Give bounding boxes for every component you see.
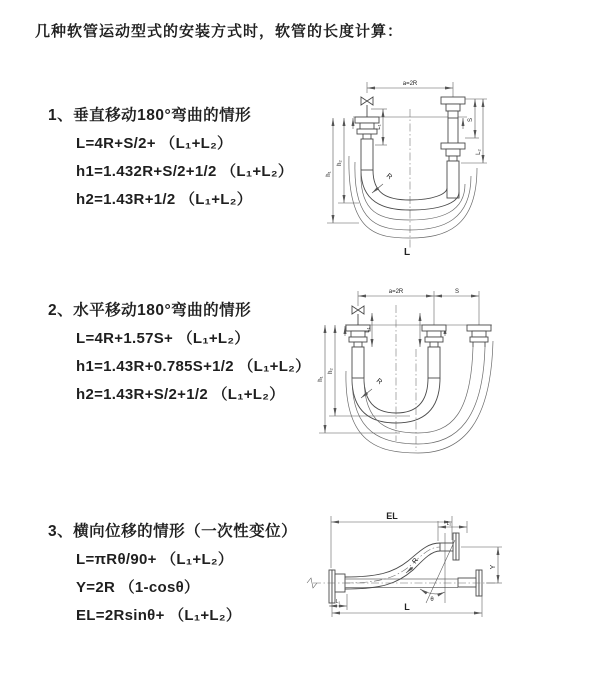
dim-label-L2: L₂ [476, 149, 482, 155]
section-2-heading: 2、水平移动180°弯曲的情形 [48, 302, 252, 319]
section-1-heading: 1、垂直移动180°弯曲的情形 [48, 107, 252, 124]
dim-label-R: R [411, 557, 421, 566]
dim-label-L1: L₁ [365, 327, 371, 333]
dim-L [332, 596, 482, 617]
dim-EL [331, 511, 452, 568]
upper-flange [440, 533, 459, 560]
diagram-lateral-displacement [305, 500, 600, 650]
dim-label-L2: L₂ [446, 521, 452, 527]
section-1-formula-h2: h2=1.43R+1/2 （L₁+L₂） [76, 191, 253, 208]
section-3-formula-L: L=πRθ/90+ （L₁+L₂） [76, 551, 234, 568]
section-3-formula-Y: Y=2R （1-cosθ） [76, 579, 200, 596]
page-title: 几种软管运动型式的安装方式时，软管的长度计算： [35, 23, 404, 40]
dim-label-a2r: a=2R [402, 81, 418, 87]
section-2-formula-h1: h1=1.43R+0.785S+1/2 （L₁+L₂） [76, 358, 311, 375]
valve-icon [361, 97, 373, 117]
section-3-heading: 3、横向位移的情形（一次性变位） [48, 523, 298, 540]
section-2-formula-L: L=4R+1.57S+ （L₁+L₂） [76, 330, 250, 347]
dim-label-h2: h₂ [337, 160, 343, 166]
dim-label-theta: θ [430, 597, 434, 603]
dim-S-L2 [461, 99, 487, 163]
dim-label-h2: h₂ [328, 368, 334, 374]
dim-label-R: R [384, 172, 394, 182]
dim-label-L: L [404, 602, 410, 612]
hose-braid-left [361, 139, 373, 170]
hose-braid-left [352, 347, 364, 378]
dim-label-Y: Y [490, 564, 497, 570]
flange-fitting-right [467, 325, 491, 347]
hose-braid-right [447, 161, 459, 198]
dim-label-S: S [468, 117, 474, 123]
right-leg [441, 97, 465, 198]
hose-u-bends [346, 341, 493, 453]
diagram-horizontal-180-bend [312, 283, 600, 468]
dim-label-L1: L₁ [376, 124, 382, 130]
dim-label-L: L [403, 247, 411, 258]
s-curve-hose [345, 543, 440, 589]
dim-h1-h2 [326, 118, 359, 223]
dim-a2r [367, 81, 453, 97]
section-1-formula-L: L=4R+S/2+ （L₁+L₂） [76, 135, 233, 152]
dim-L2 [438, 521, 467, 541]
dim-label-R: R [374, 377, 384, 387]
section-3-formula-EL: EL=2Rsinθ+ （L₁+L₂） [76, 607, 242, 624]
section-2-formula-h2: h2=1.43R+S/2+1/2 （L₁+L₂） [76, 386, 285, 403]
diagram-vertical-180-bend [315, 66, 500, 261]
dim-label-h1: h₁ [318, 376, 324, 382]
dim-a2r-S [358, 289, 479, 325]
dim-label-a2r: a=2R [388, 289, 404, 295]
valve-icon [352, 306, 364, 325]
hose-braid-middle [428, 347, 440, 378]
section-1-formula-h1: h1=1.432R+S/2+1/2 （L₁+L₂） [76, 163, 294, 180]
dim-label-S: S [454, 289, 460, 295]
dim-label-h1: h₁ [326, 171, 332, 177]
dim-label-L1: L₁ [335, 599, 341, 605]
dim-label-EL: EL [386, 511, 398, 521]
flange-fitting-middle [422, 325, 446, 378]
